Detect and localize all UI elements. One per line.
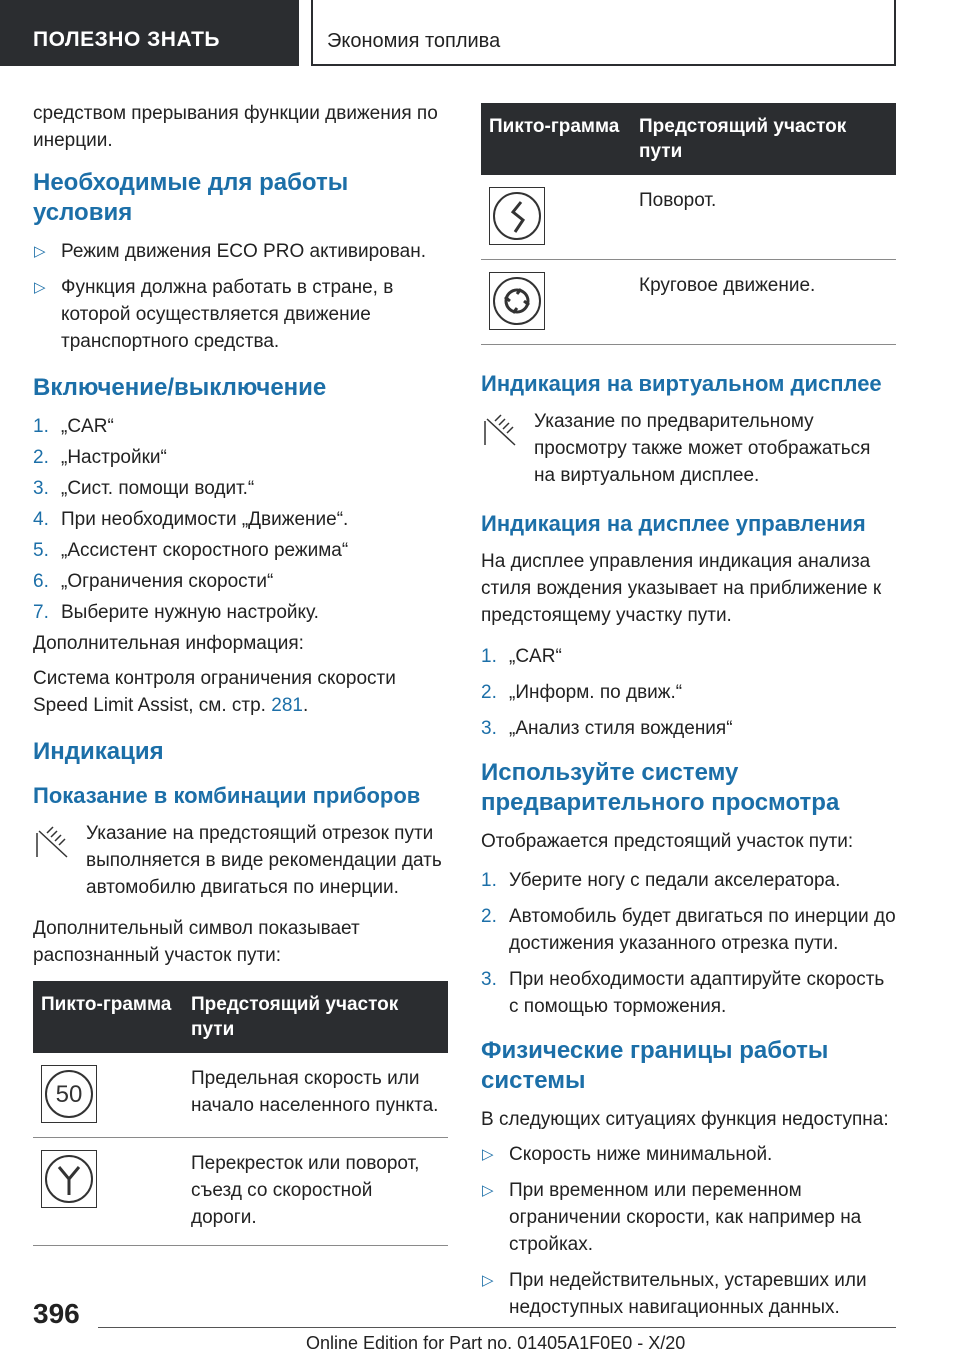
- pictogram-table-left: [33, 981, 448, 1246]
- control-display-text: На дисплее управления индикация анализа стиля вождения указывает на приближение к предстоящему участку пути.: [481, 551, 882, 626]
- symbol-intro: Дополнительный символ показывает распознанный участок пути:: [33, 918, 360, 966]
- table-row: [481, 175, 896, 260]
- table-cell: Поворот.: [631, 175, 896, 260]
- extra-info-label: Дополнительная информация:: [33, 633, 304, 654]
- list-item: 2. „Настройки“: [33, 447, 167, 468]
- list-item: 1. „CAR“: [481, 646, 562, 667]
- control-display-steps: [481, 643, 896, 742]
- limits-heading: Физические границы работы системы: [481, 1037, 829, 1094]
- limits-list: [481, 1141, 896, 1321]
- list-item: 7. Выберите нужную настройку.: [33, 602, 319, 623]
- list-item: 5. „Ассистент скоростного режима“: [33, 540, 349, 561]
- page-link[interactable]: 281: [271, 695, 303, 716]
- intro-text: средством прерывания функции движения по инерции.: [33, 103, 438, 151]
- table-row: [481, 260, 896, 345]
- edition-text: Online Edition for Part no. 01405A1F0E0 - X/20: [306, 1333, 686, 1353]
- cluster-heading: Показание в комбинации приборов: [33, 783, 421, 808]
- list-item: ▷ При временном или переменном ограничении скорости, как например на стройках.: [481, 1177, 896, 1258]
- list-item: 1. Уберите ногу с педали акселератора.: [481, 870, 841, 891]
- roundabout-icon: [489, 272, 545, 330]
- use-preview-steps: [481, 867, 896, 1020]
- list-item: ▷ Скорость ниже минимальной.: [481, 1141, 896, 1168]
- control-display-heading: Индикация на дисплее управления: [481, 511, 866, 536]
- footer-divider: [98, 1327, 896, 1328]
- bullet-triangle-icon: ▷: [34, 279, 46, 296]
- list-item: 1. „CAR“: [33, 416, 114, 437]
- list-item: 2. Автомобиль будет двигаться по инерции до достижения указанного отрезка пути.: [481, 906, 896, 954]
- requirements-list: [33, 238, 448, 355]
- bullet-triangle-icon: ▷: [482, 1146, 494, 1163]
- speed-limit-reference: Система контроля ограничения скорости Speed Limit Assist, см. стр. 281.: [33, 668, 396, 716]
- table-row: [33, 1053, 448, 1138]
- on-off-steps: [33, 413, 448, 626]
- list-item: 4. При необходимости „Движение“.: [33, 509, 349, 530]
- list-item: ▷ Режим движения ECO PRO активирован.: [33, 238, 448, 265]
- bullet-triangle-icon: ▷: [482, 1272, 494, 1289]
- column-header: Предстоящий участок пути: [631, 103, 896, 175]
- list-item: 2. „Информ. по движ.“: [481, 682, 683, 703]
- on-off-heading: Включение/выключение: [33, 374, 327, 401]
- table-cell: Предельная скорость или начало населенного пункта.: [183, 1053, 448, 1138]
- bullet-triangle-icon: ▷: [34, 243, 46, 260]
- list-item: 6. „Ограничения скорости“: [33, 571, 274, 592]
- section-title: ПОЛЕЗНО ЗНАТЬ: [0, 0, 299, 66]
- cluster-note: Указание на предстоящий отрезок пути выполняется в виде рекомендации дать автомобилю двигаться по инерции.: [33, 820, 448, 901]
- limits-text: В следующих ситуациях функция недоступна:: [481, 1109, 889, 1130]
- junction-fork-icon: [41, 1150, 97, 1208]
- pictogram-table-right: [481, 103, 896, 345]
- assistance-note-icon: [33, 823, 71, 861]
- left-column: [33, 100, 448, 1246]
- page-header: [0, 0, 960, 66]
- bullet-triangle-icon: ▷: [482, 1182, 494, 1199]
- virtual-display-note: Указание по предварительному просмотру также может отображаться на виртуальном дисплее.: [481, 408, 896, 489]
- list-item: ▷ При недействительных, устаревших или недоступных навигационных данных.: [481, 1267, 896, 1321]
- column-header: Предстоящий участок пути: [183, 981, 448, 1053]
- speed-limit-50-icon: [41, 1065, 97, 1123]
- column-header: Пикто-грамма: [33, 981, 183, 1053]
- display-heading: Индикация: [33, 738, 164, 765]
- list-item: ▷ Функция должна работать в стране, в которой осуществляется движение транспортного средства.: [33, 274, 448, 355]
- list-item: 3. „Анализ стиля вождения“: [481, 718, 733, 739]
- page-number: 396: [33, 1298, 80, 1329]
- curve-icon: [489, 187, 545, 245]
- list-item: 3. При необходимости адаптируйте скорость с помощью торможения.: [481, 969, 885, 1017]
- requirements-heading: Необходимые для работы условия: [33, 169, 349, 226]
- table-cell: Перекресток или поворот, съезд со скоростной дороги.: [183, 1138, 448, 1246]
- use-preview-text: Отображается предстоящий участок пути:: [481, 831, 854, 852]
- column-header: Пикто-грамма: [481, 103, 631, 175]
- svg-text:50: 50: [55, 1081, 83, 1108]
- table-cell: Круговое движение.: [631, 260, 896, 345]
- assistance-note-icon: [481, 411, 519, 449]
- use-preview-heading: Используйте систему предварительного просмотра: [481, 759, 840, 816]
- virtual-display-heading: Индикация на виртуальном дисплее: [481, 371, 882, 396]
- topic-title: Экономия топлива: [311, 0, 896, 66]
- right-column: [481, 103, 896, 1330]
- table-row: [33, 1138, 448, 1246]
- list-item: 3. „Сист. помощи водит.“: [33, 478, 255, 499]
